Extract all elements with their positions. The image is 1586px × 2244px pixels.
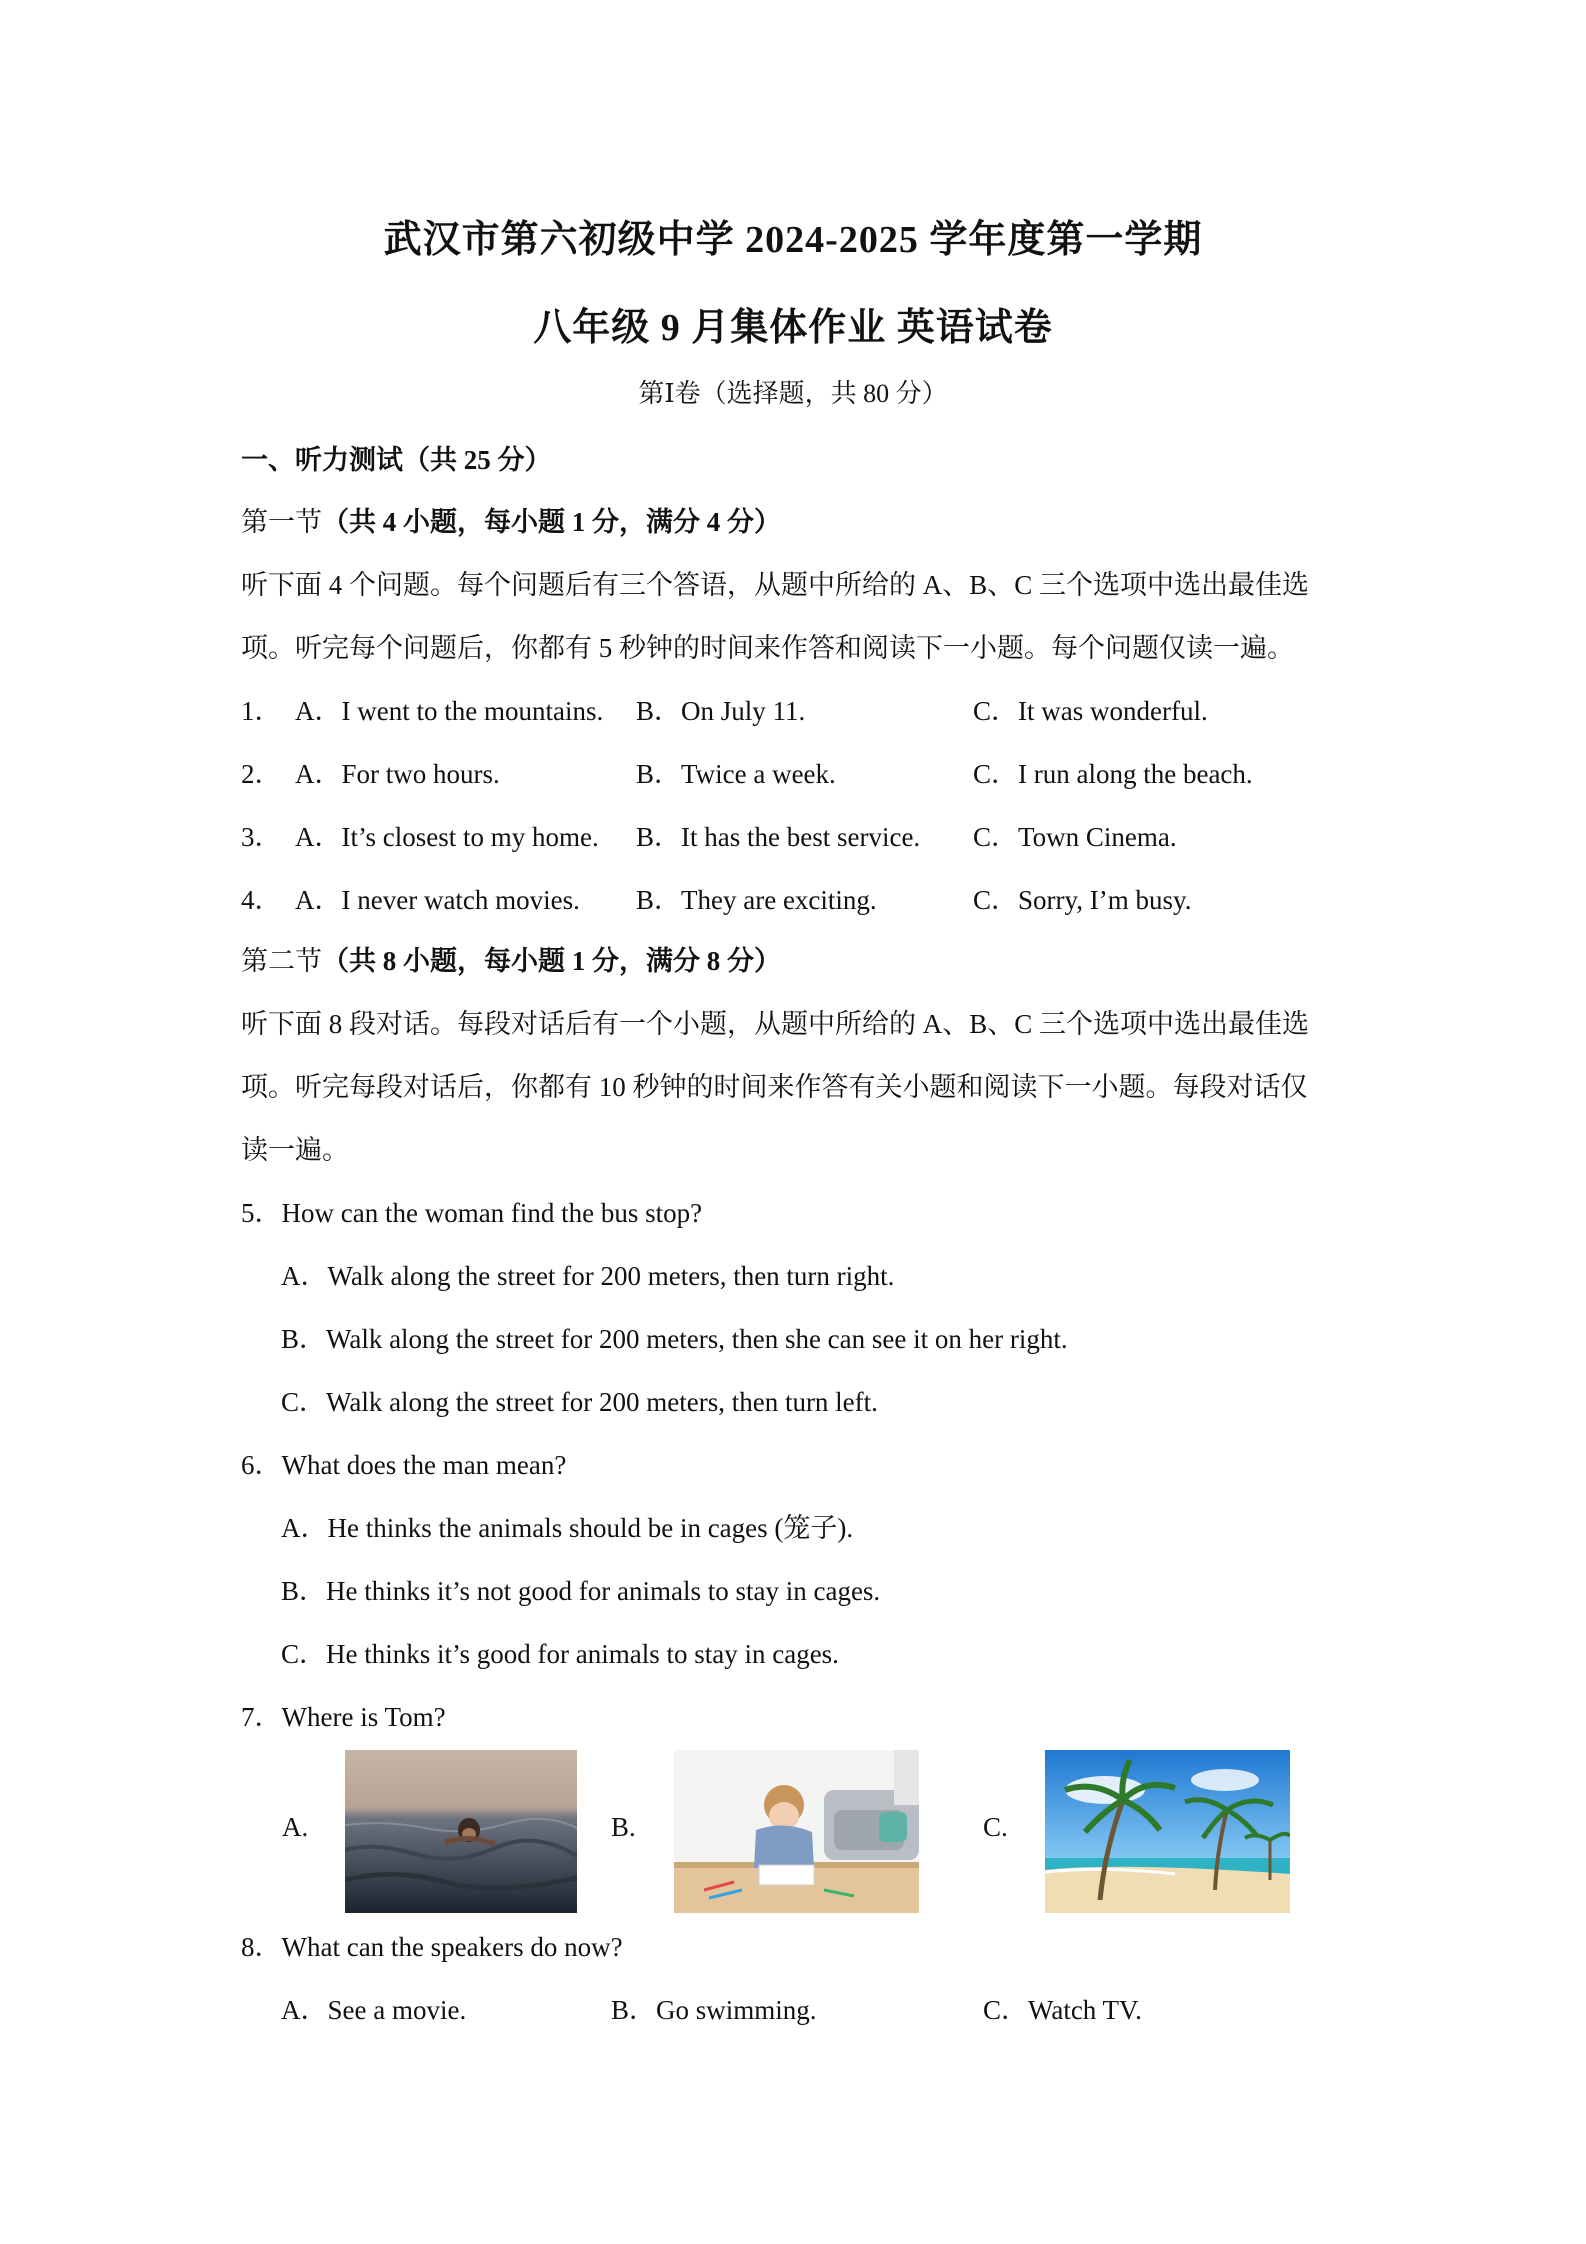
- section2-instruction-1: 听下面 8 段对话。每段对话后有一个小题，从题中所给的 A、B、C 三个选项中选出最佳选: [241, 1009, 1310, 1039]
- section1-heading: [241, 500, 781, 539]
- question-8-option-c: C．Watch TV.: [983, 1995, 1142, 2025]
- option-a: A．It’s closest to my home.: [295, 822, 599, 852]
- question-8-option-b: B．Go swimming.: [611, 1995, 817, 2025]
- title-line-2: 八年级 9 月集体作业 英语试卷: [533, 307, 1053, 349]
- section1-instruction-2: 项。听完每个问题后，你都有 5 秒钟的时间来作答和阅读下一小题。每个问题仅读一遍。: [241, 633, 1294, 663]
- option-b: B．They are exciting.: [636, 885, 877, 915]
- title-line-1: 武汉市第六初级中学 2024-2025 学年度第一学期: [383, 219, 1203, 261]
- swimmer-in-sea-image: [345, 1750, 577, 1913]
- section2-heading: [241, 939, 781, 978]
- question-8-stem: 8．What can the speakers do now?: [241, 1932, 623, 1962]
- part1-heading: 一、听力测试（共 25 分）: [241, 445, 552, 475]
- option-b: B．On July 11.: [636, 696, 806, 726]
- question-7-label-a: A.: [282, 1812, 309, 1842]
- question-number: 3．: [241, 822, 282, 852]
- question-7-stem: 7．Where is Tom?: [241, 1702, 446, 1732]
- section2-instruction-2: 项。听完每段对话后，你都有 10 秒钟的时间来作答有关小题和阅读下一小题。每段对话仅: [241, 1072, 1308, 1102]
- option-c: C．Town Cinema.: [973, 822, 1177, 852]
- section1-heading-prefix: 第一节: [241, 507, 322, 537]
- question-7-label-c: C.: [983, 1812, 1008, 1842]
- question-7-label-b: B.: [611, 1812, 636, 1842]
- question-number: 4．: [241, 885, 282, 915]
- option-c: C．I run along the beach.: [973, 759, 1253, 789]
- option-a: A．I went to the mountains.: [295, 696, 604, 726]
- question-5-option-a: A．Walk along the street for 200 meters, then turn right.: [281, 1261, 895, 1291]
- question-5-option-c: C．Walk along the street for 200 meters, then turn left.: [281, 1387, 878, 1417]
- question-number: 2．: [241, 759, 282, 789]
- question-5-stem: 5．How can the woman find the bus stop?: [241, 1198, 703, 1228]
- question-6-stem: 6．What does the man mean?: [241, 1450, 567, 1480]
- question-5-option-b: B．Walk along the street for 200 meters, then she can see it on her right.: [281, 1324, 1068, 1354]
- option-c: C．Sorry, I’m busy.: [973, 885, 1192, 915]
- boy-drawing-at-table-image: [674, 1750, 919, 1913]
- option-c: C．It was wonderful.: [973, 696, 1208, 726]
- section2-heading-rest: （共 8 小题，每小题 1 分，满分 8 分）: [322, 946, 781, 976]
- volume-label: 第Ⅰ卷（选择题，共 80 分）: [638, 379, 948, 408]
- option-b: B．It has the best service.: [636, 822, 921, 852]
- question-6-option-c: C．He thinks it’s good for animals to stay in cages.: [281, 1639, 839, 1669]
- section2-heading-prefix: 第二节: [241, 946, 322, 976]
- question-6-option-a: A．He thinks the animals should be in cages (笼子).: [281, 1513, 854, 1543]
- palm-beach-image: [1045, 1750, 1290, 1913]
- section2-instruction-3: 读一遍。: [241, 1135, 349, 1165]
- option-b: B．Twice a week.: [636, 759, 836, 789]
- question-6-option-b: B．He thinks it’s not good for animals to stay in cages.: [281, 1576, 881, 1606]
- section1-instruction-1: 听下面 4 个问题。每个问题后有三个答语，从题中所给的 A、B、C 三个选项中选出最佳选: [241, 570, 1310, 600]
- question-number: 1．: [241, 696, 282, 726]
- option-a: A．I never watch movies.: [295, 885, 580, 915]
- question-8-option-a: A．See a movie.: [281, 1995, 467, 2025]
- option-a: A．For two hours.: [295, 759, 500, 789]
- section1-heading-rest: （共 4 小题，每小题 1 分，满分 4 分）: [322, 507, 781, 537]
